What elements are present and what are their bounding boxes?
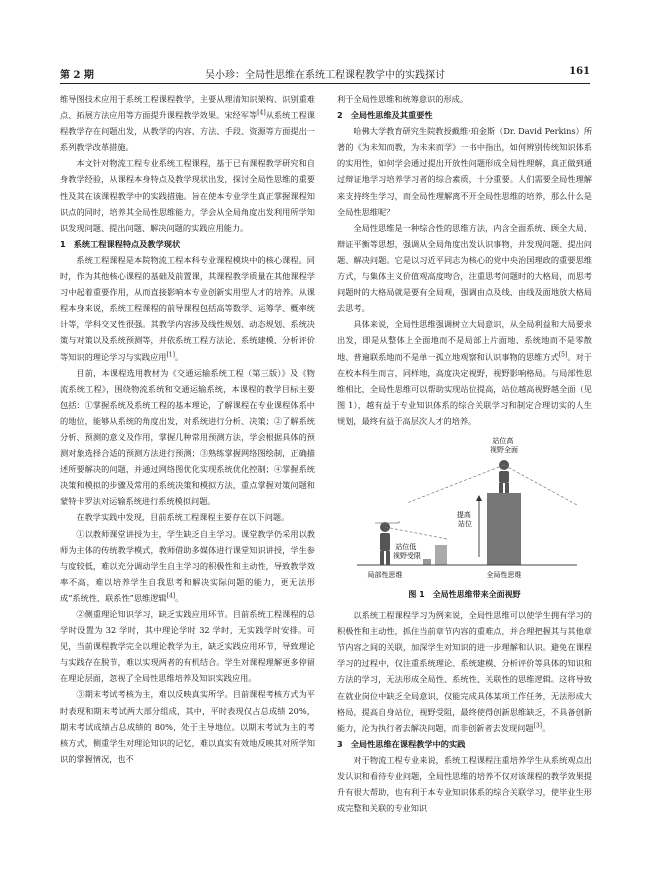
figure-1 <box>337 435 592 585</box>
pedestal <box>487 493 521 565</box>
label-raise-line: 提高 <box>456 510 471 519</box>
paragraph: ③期末考试考核为主，难以反映真实所学。目前课程考核方式为平时表现和期末考试两大部分组成，其中，平时表现仅占总成绩 20%，期末考试成绩占总成绩的 80%，处于主导地位。以期末考试为主的考核方式，侧重学生对理论知识的记忆，难以真实有效地反映其对所学知识的掌握情况，也不 <box>60 689 315 764</box>
paragraph: 利于全局性思维和统筹意识的形成。 <box>337 94 469 104</box>
label-top <box>490 436 518 454</box>
issue-number: 第 2 期 <box>60 70 94 81</box>
figure-caption: 图 1 全局性思维带来全面视野 <box>408 589 521 599</box>
paragraph: 在教学实践中发现，目前系统工程课程主要存在以下问题。 <box>76 512 290 523</box>
figure-illustration <box>337 435 592 585</box>
paragraph: ①以教师课堂讲授为主，学生缺乏自主学习。课堂教学仍采用以教师为主体的传统教学模式，教师借助多媒体进行课堂知识讲授，学生参与度较低，难以充分调动学生自主学习的积极性和主动性，导致教学效率不高，难以培养学生自我思考和解决实际问题的能力，更无法形成“系统性、联系性”思维逻辑[4]。 <box>60 528 315 603</box>
paragraph: 维导图技术应用于系统工程课程教学，主要从理清知识架构、识别重难点、拓展方法应用等方面提升课程教学效果。宋经军等[4]从系统工程课程教学存在问题出发，从教学的内容、方法、手段、资源等方面提出一系列教学改革措施。 <box>60 94 315 153</box>
paragraph: 系统工程课程是本院物流工程本科专业课程模块中的核心课程。同时，作为其他核心课程的基础及前置课，其课程教学质量在其他课程学习中起着重要作用，从而直接影响本专业创新实用型人才的培养。从课程本身来说，系统工程课程的前导课程包括高等数学、运筹学、概率统计等，学科交叉性很强。其教学内容涉及线性规划、动态规划、系统决策与对策以及系统预测等，并依系统工程方法论、系统建模、分析评价等知识的理论学习与实践应用[1]。 <box>60 254 315 362</box>
left-column <box>60 91 315 767</box>
running-title: 吴小珍：全局性思维在系统工程课程教学中的实践探讨 <box>205 70 445 81</box>
label-top-line: 视野全面 <box>490 445 518 454</box>
section-heading-1: 1 系统工程课程特点及教学现状 <box>60 238 181 249</box>
local-view-line <box>375 521 399 523</box>
label-low-line: 视野受限 <box>393 551 421 560</box>
local-person-icon <box>380 522 390 565</box>
citation: [1] <box>166 350 175 358</box>
citation: [3] <box>533 721 543 729</box>
section-heading-3: 3 全局性思维在课程教学中的实践 <box>337 738 466 749</box>
citation: [4] <box>257 109 266 117</box>
paragraph: 本文针对物流工程专业系统工程课程，基于已有课程教学研究和自身教学经验，从课程本身特点及教学现状出发，探讨全局性思维的重要性及其在该课程教学中的实践措施。旨在使本专业学生真正掌握课程知识点的同时，培养其全局性思维能力，学会从全局角度出发利用所学知识发现问题、提出问题、解决问题的实践应用能力。 <box>60 158 315 233</box>
label-global: 全局性思维 <box>486 570 522 579</box>
label-raise-line: 站位 <box>458 519 472 528</box>
label-low <box>393 542 421 560</box>
label-local: 局部性思维 <box>367 570 403 579</box>
label-raise <box>457 510 473 528</box>
paragraph: ②侧重理论知识学习，缺乏实践应用环节。目前系统工程课程的总学时设置为 32 学时，其中理论学时 32 学时，无实践学时安排。可见，当前课程教学完全以理论教学为主，缺乏实践应用环节，导致理论与实践存在脱节，难以实现两者的有机结合。学生对课程理解更多停留在理论层面，忽视了全局性思维培养及知识实践应用。 <box>60 609 315 684</box>
paragraph: 目前，本课程选用教材为《交通运输系统工程（第三版）》及《物流系统工程》，围绕物流系统和交通运输系统，本课程的教学目标主要包括：①掌握系统及系统工程的基本理论，了解课程在专业课程体系中的地位，能够从系统的角度出发，对系统进行分析、决策；②了解系统分析、预测的意义及作用，掌握几种常用预测方法，学会根据具体的预测对象选择合适的预测方法进行预测；③熟练掌握网络图绘制，正确描述所要解决的问题，并通过网络图优化实现系统优化控制；④掌握系统决策和模拟的步骤及常用的系统决策和模拟方法，重点掌握对策问题和蒙特卡罗法对运输系统进行系统模拟问题。 <box>60 367 315 507</box>
paragraph: 全局性思维是一种综合性的思维方法，内含全面系统、顾全大局、辩证平衡等思想，强调从全局角度出发认识事物，并发现问题、提出问题、解决问题。它是以习近平同志为核心的党中央治国理政的重要思维方式，与集体主义价值观高度吻合，注重思考问题时的大格局，而思考问题时的大格局就是要有全局观，强调由点及线、由线及面地放大格局去思考。 <box>337 222 592 314</box>
citation: [5] <box>558 350 568 358</box>
global-person-icon <box>499 460 509 493</box>
label-low-line: 站位低 <box>395 542 417 551</box>
label-top-line: 站位高 <box>492 436 514 445</box>
header-rule <box>60 83 590 84</box>
citation: [4] <box>166 592 176 600</box>
right-column <box>337 91 592 816</box>
sight-line-low <box>385 527 447 539</box>
small-block <box>423 559 431 565</box>
paragraph: 以系统工程课程学习为例来说，全局性思维可以使学生拥有学习的积极性和主动性，抓住当前章节内容的重难点，并合理把握其与其他章节内容之间的关联，加深学生对知识的进一步理解和认识。避免在课程学习的过程中，仅注重系统理论、系统建模、分析评价等具体的知识和方法的学习，无法形成全局性、系统性、关联性的思维逻辑。这将导致在就业岗位中缺乏全局意识，仅能完成具体某项工作任务，无法形成大格局，提高自身站位，视野受阻，最终使得创新思维缺乏，不具备创新能力，沦为执行者去解决问题，而非创新者去发现问题[3]。 <box>337 610 592 733</box>
paragraph: 具体来说，全局性思维强调树立大局意识，从全局利益和大局要求出发，即是从整体上全面地而不是局部上片面地、系统地而不是零散地、普遍联系地而不是单一孤立地观察和认识事物的思维方式[5]。对于在校本科生而言，同样地，高度决定视野，视野影响格局。与局部性思维相比，全局性思维可以帮助实现站位提高，站位越高视野越全面（见图 1），越有益于专业知识体系的综合关联学习和制定合理切实的人生规划，最终有益于高层次人才的培养。 <box>337 319 592 426</box>
page-number: 161 <box>569 66 590 77</box>
medium-block <box>435 545 447 565</box>
section-heading-2: 2 全局性思维及其重要性 <box>337 110 433 121</box>
running-header <box>60 66 590 80</box>
paragraph: 哈佛大学教育研究生院教授戴维·珀金斯（Dr. David Perkins）所著的《为未知而教，为未来而学》一书中指出，如何辨别传统知识体系的实用性，如何学会通过提出开放性问题形成全局性理解，真正做到通过辩证地学习培养学习者的综合素质，十分重要。人们需要全局性理解来支持终生学习，而全局性理解离不开全局性思维的培养，那么什么是全局性思维呢？ <box>337 126 593 217</box>
paragraph: 对于物流工程专业来说，系统工程课程注重培养学生从系统观点出发认识和看待专业问题，全局性思维的培养不仅对该课程的教学效果提升有很大帮助，也有利于本专业知识体系的综合关联学习，使毕业生形成完整和关联的专业知识 <box>337 754 592 814</box>
raise-arrow-head <box>476 495 482 501</box>
